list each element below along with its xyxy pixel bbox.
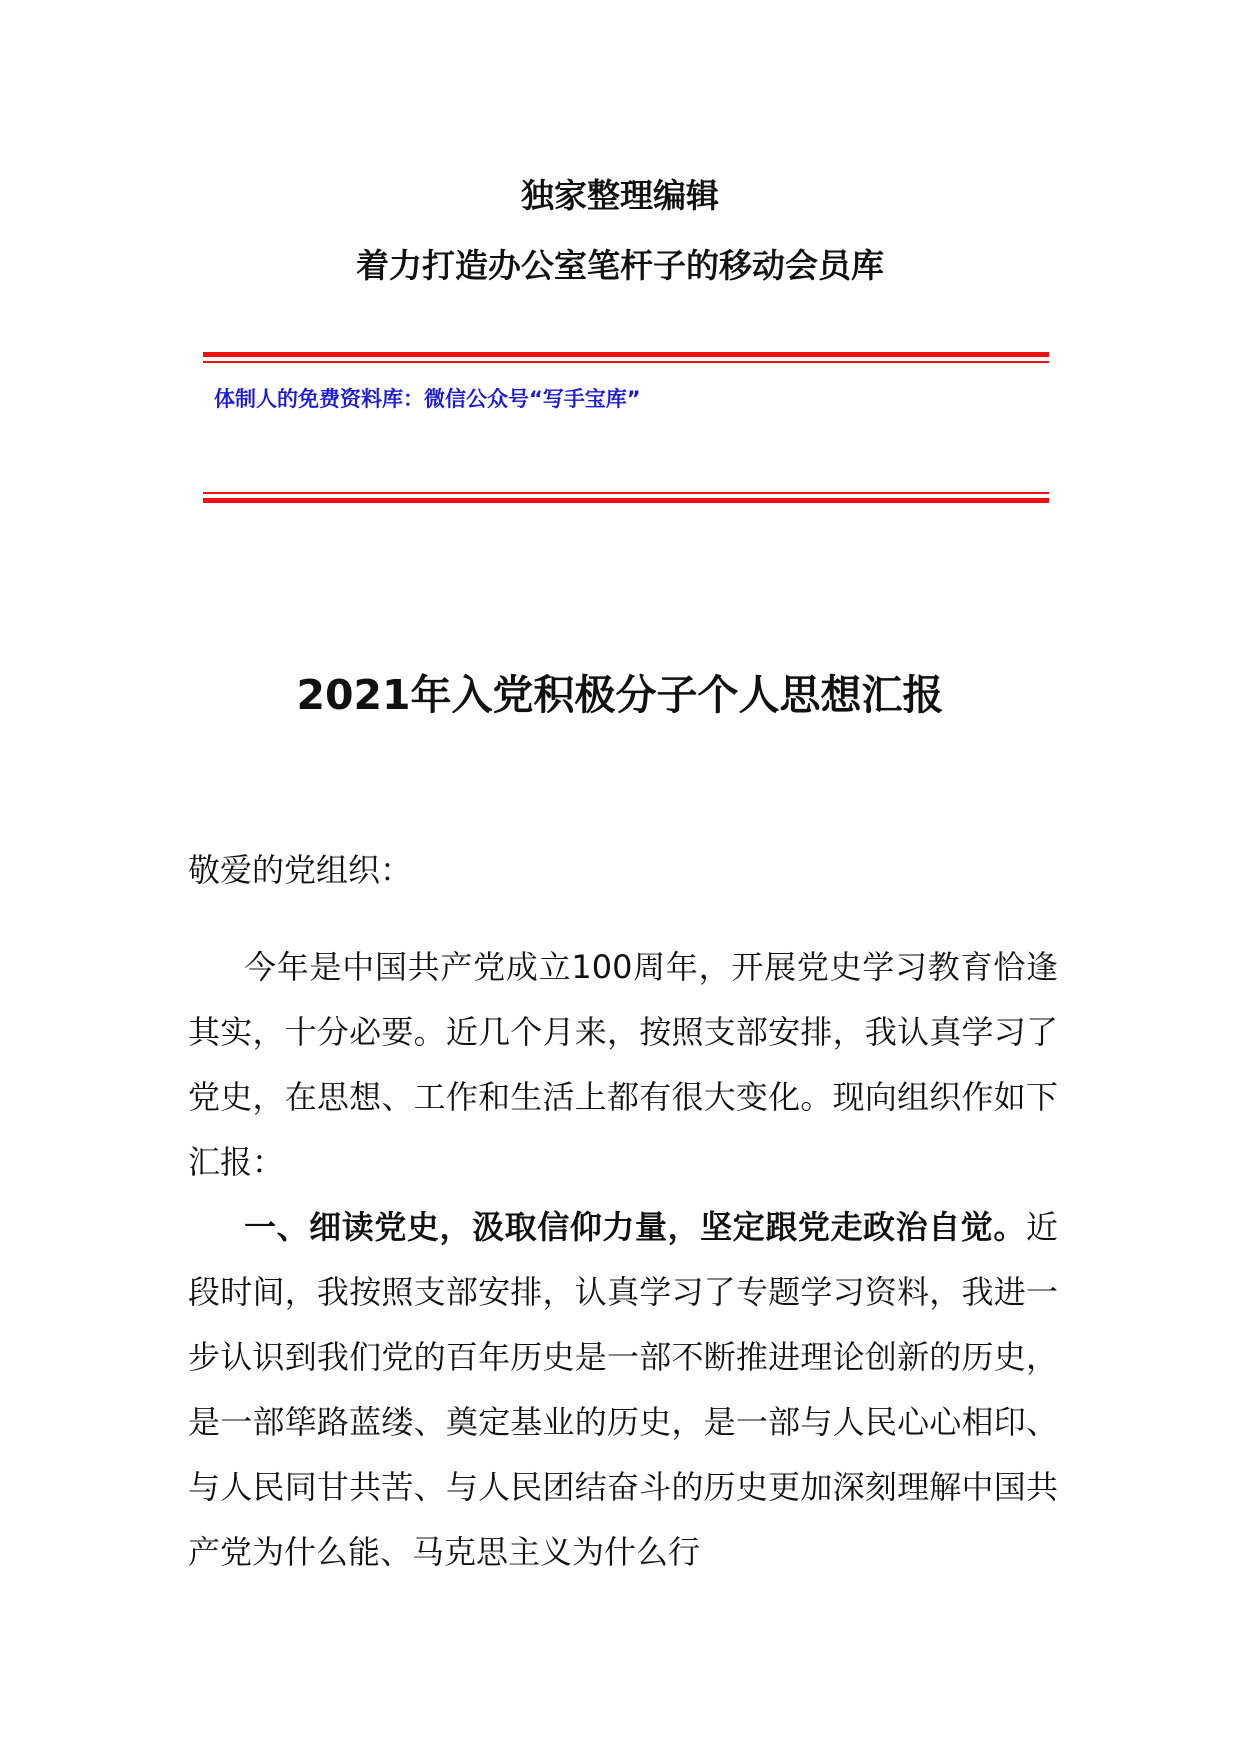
divider-thin-line [203,492,1049,494]
document-title: 2021年入党积极分子个人思想汇报 [296,671,944,719]
top-divider [203,352,1049,363]
header-line-1: 独家整理编辑 [521,176,719,215]
section-heading: 一、细读党史，汲取信仰力量，坚定跟党走政治自觉。 [244,1208,1026,1246]
header-line-2: 着力打造办公室笔杆子的移动会员库 [356,246,884,285]
divider-thick-line [203,498,1049,503]
divider-thin-line [203,361,1049,363]
paragraph-intro: 今年是中国共产党成立100周年，开展党史学习教育恰逢其实，十分必要。近几个月来，按照支部安排，我认真学习了党史，在思想、工作和生活上都有很大变化。现向组织作如下汇报： [188,948,1058,1181]
paragraph-section-1 [188,1195,1058,1585]
promo-line: 体制人的免费资料库：微信公众号“写手宝库” [214,387,641,411]
salutation: 敬爱的党组织： [188,851,413,889]
divider-thick-line [203,352,1049,357]
bottom-divider [203,492,1049,503]
section-body: 近段时间，我按照支部安排，认真学习了专题学习资料，我进一步认识到我们党的百年历史是一部不断推进理论创新的历史，是一部筚路蓝缕、奠定基业的历史，是一部与人民心心相印、与人民同甘共苦、与人民团结奋斗的历史更加深刻理解中国共产党为什么能、马克思主义为什么行 [188,1208,1058,1571]
